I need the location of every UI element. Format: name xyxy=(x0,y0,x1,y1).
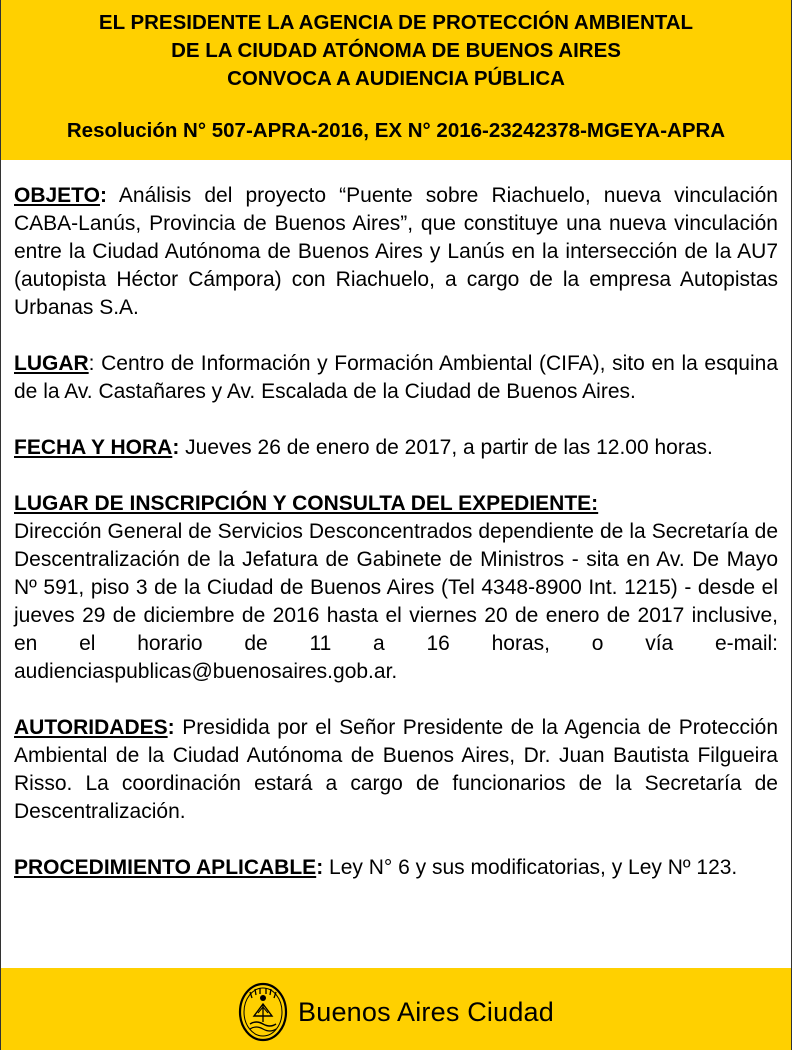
colon: : xyxy=(316,856,324,879)
text-autoridades: Presidida por el Señor Presidente de la Agencia de Protección Ambiental de la Ciudad Autónoma de Buenos Aires, Dr. Juan Bautista Filgueira Risso. La coordinación estará a cargo de funcionarios de la Secretaría de Descentralización. xyxy=(14,716,778,823)
resolution-number: Resolución N° 507-APRA-2016, EX N° 2016-23242378-MGEYA-APRA xyxy=(66,119,726,142)
section-lugar xyxy=(14,350,778,406)
section-objeto xyxy=(14,182,778,322)
label-objeto: OBJETO xyxy=(14,184,100,207)
colon: : xyxy=(167,716,175,739)
text-lugar: : Centro de Información y Formación Ambiental (CIFA), sito en la esquina de la Av. Castañares y Av. Escalada de la Ciudad de Buenos Aires. xyxy=(14,352,778,403)
title-line-3: CONVOCA A AUDIENCIA PÚBLICA xyxy=(227,67,565,90)
label-fecha: FECHA Y HORA xyxy=(14,436,173,459)
title-line-2: DE LA CIUDAD ATÓNOMA DE BUENOS AIRES xyxy=(171,39,621,62)
footer-band xyxy=(1,968,791,1050)
text-fecha: Jueves 26 de enero de 2017, a partir de las 12.00 horas. xyxy=(179,436,713,459)
title-line-1: EL PRESIDENTE LA AGENCIA DE PROTECCIÓN AMBIENTAL xyxy=(98,11,694,34)
label-inscripcion: LUGAR DE INSCRIPCIÓN Y CONSULTA DEL EXPEDIENTE: xyxy=(14,492,599,515)
city-seal-icon xyxy=(238,982,288,1042)
label-procedimiento: PROCEDIMIENTO APLICABLE xyxy=(14,856,317,879)
section-procedimiento xyxy=(14,854,778,882)
header-band xyxy=(1,0,791,160)
buenos-aires-logo xyxy=(238,982,554,1042)
colon: : xyxy=(99,184,107,207)
section-inscripcion xyxy=(14,490,778,686)
colon: : xyxy=(172,436,180,459)
logo-wordmark: Buenos Aires Ciudad xyxy=(298,996,554,1027)
section-autoridades xyxy=(14,714,778,826)
notice-body xyxy=(1,182,791,882)
text-procedimiento: Ley N° 6 y sus modificatorias, y Ley Nº 123. xyxy=(323,856,738,879)
text-objeto: Análisis del proyecto “Puente sobre Riachuelo, nueva vinculación CABA-Lanús, Provincia de Buenos Aires”, que constituye una nueva vinculación entre la Ciudad Autónoma de Buenos Aires y Lanús en la intersección de la AU7 (autopista Héctor Cámpora) con Riachuelo, a cargo de la empresa Autopistas Urbanas S.A. xyxy=(14,184,778,319)
text-inscripcion: Dirección General de Servicios Desconcentrados dependiente de la Secretaría de Descentralización de la Jefatura de Gabinete de Ministros - sita en Av. De Mayo Nº 591, piso 3 de la Ciudad de Buenos Aires (Tel 4348-8900 Int. 1215) - desde el jueves 29 de diciembre de 2016 hasta el viernes 20 de enero de 2017 inclusive, en el horario de 11 a 16 horas, o vía e-mail: audienciaspublicas@buenosaires.gob.ar. xyxy=(14,520,778,683)
section-fecha xyxy=(14,434,778,462)
label-autoridades: AUTORIDADES xyxy=(14,716,168,739)
label-lugar: LUGAR xyxy=(14,352,89,375)
